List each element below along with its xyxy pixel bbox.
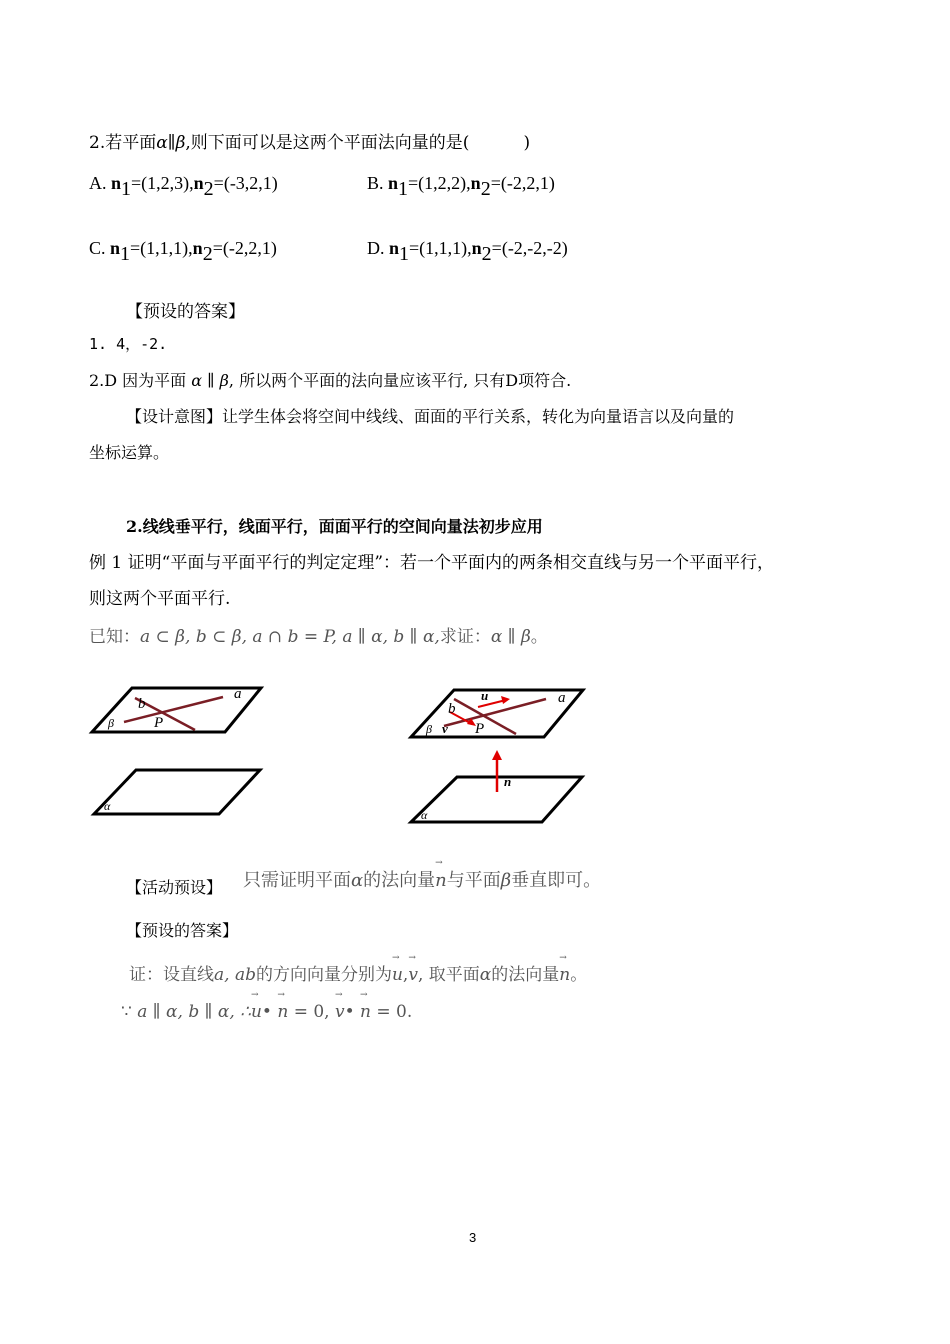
- activity-heading: 【活动预设】: [126, 878, 223, 897]
- option-b: B. n1=(1,2,2),n2=(-2,2,1): [367, 173, 555, 200]
- label-P: P: [475, 721, 485, 737]
- page-number: 3: [469, 1230, 477, 1245]
- option-d: D. n1=(1,1,1),n2=(-2,-2,-2): [367, 238, 568, 265]
- label-beta: β: [108, 716, 114, 730]
- plane-alpha: [94, 770, 260, 814]
- activity-text: 只需证明平面α的法向量→ n与平面β垂直即可。: [243, 866, 601, 892]
- label-u: u: [481, 688, 489, 703]
- label-P: P: [154, 715, 164, 731]
- label-beta: β: [426, 722, 432, 736]
- example-1-line-1: 例 1 证明“平面与平面平行的判定定理”：若一个平面内的两条相交直线与另一个平面平行，: [89, 553, 775, 573]
- label-alpha: α: [421, 808, 428, 822]
- answers-heading-2: 【预设的答案】: [126, 921, 239, 940]
- given-statement: 已知：a ⊂ β, b ⊂ β, a ∩ b = P, a ∥ α, b ∥ α,求证：α ∥ β。: [89, 627, 548, 647]
- option-c: C. n1=(1,1,1),n2=(-2,2,1): [89, 238, 277, 265]
- label-a: a: [234, 686, 242, 702]
- figure-right: [406, 686, 588, 828]
- label-v: v: [442, 721, 448, 736]
- label-a: a: [558, 690, 566, 706]
- figure-left: [88, 684, 268, 820]
- example-1-line-2: 则这两个平面平行.: [89, 589, 231, 609]
- vector-u-arrowhead: [501, 696, 510, 704]
- answer-line-2: 2.D 因为平面 α ∥ β, 所以两个平面的法向量应该平行, 只有D项符合.: [89, 371, 572, 390]
- design-intent-line-1: 【设计意图】让学生体会将空间中线线、面面的平行关系，转化为向量语言以及向量的: [126, 407, 735, 426]
- option-a: A. n1=(1,2,3),n2=(-3,2,1): [89, 173, 278, 200]
- label-b: b: [138, 696, 146, 712]
- label-b: b: [448, 701, 456, 717]
- section-2-title: 2.线线垂平行，线面平行，面面平行的空间向量法初步应用: [126, 517, 543, 536]
- answer-line-1: 1. 4，-2.: [89, 335, 168, 353]
- vector-n-arrowhead: [492, 750, 502, 760]
- answers-heading-1: 【预设的答案】: [126, 302, 245, 322]
- label-n: n: [504, 774, 512, 789]
- proof-line-2: ∵ a ∥ α, b ∥ α, ∴→ u• → n = 0, → v• → n = 0.: [121, 1002, 412, 1022]
- design-intent-line-2: 坐标运算。: [89, 443, 170, 462]
- question-2-stem: 2.若平面α∥β,则下面可以是这两个平面法向量的是( ): [89, 133, 531, 153]
- proof-line-1: 证：设直线a, ab的方向向量分别为→ u,→ v, 取平面α的法向量→ n。: [129, 960, 587, 985]
- label-alpha: α: [104, 799, 111, 813]
